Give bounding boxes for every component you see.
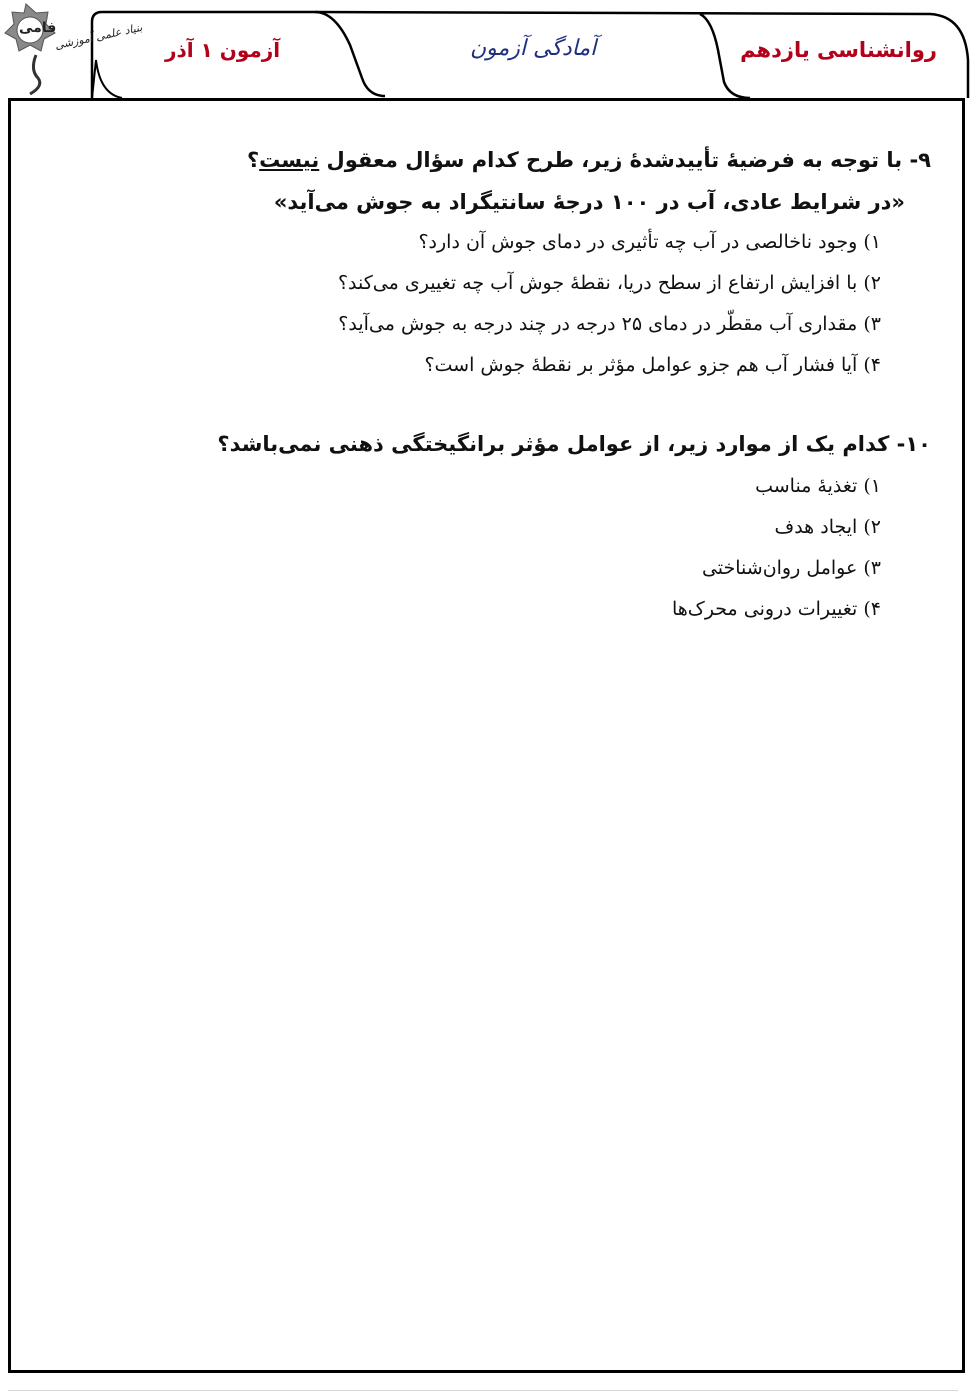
- logo-caption: بنیاد علمی آموزشی: [53, 20, 144, 53]
- question-10-option-2[interactable]: ۲) ایجاد هدف: [774, 516, 881, 538]
- center-title: آمادگی آزمون: [470, 36, 597, 61]
- question-9-qmark: ؟: [246, 148, 260, 172]
- question-9-number: ۹-: [909, 148, 931, 172]
- logo-mark: فامی: [19, 20, 57, 36]
- question-10-number: ۱۰-: [896, 432, 931, 456]
- question-9-option-3[interactable]: ۳) مقداری آب مقطّر در دمای ۲۵ درجه در چند درجه به جوش می‌آید؟: [338, 313, 881, 335]
- question-9: [247, 138, 931, 386]
- question-9-option-1[interactable]: ۱) وجود ناخالصی در آب چه تأثیری در دمای جوش آن دارد؟: [418, 231, 881, 253]
- question-9-option-2[interactable]: ۲) با افزایش ارتفاع از سطح دریا، نقطهٔ جوش آب چه تغییری می‌کند؟: [337, 272, 881, 294]
- page-header: [0, 0, 975, 100]
- subject-label: روانشناسی یازدهم: [740, 38, 937, 62]
- question-10-stem: [217, 422, 931, 466]
- question-10-option-4[interactable]: ۴) تغییرات درونی محرک‌ها: [672, 598, 881, 620]
- question-9-quote: «در شرایط عادی، آب در ۱۰۰ درجهٔ سانتیگراد به جوش می‌آید»: [273, 190, 905, 214]
- footer-rule: [8, 1390, 958, 1391]
- question-9-text: با توجه به فرضیهٔ تأییدشدهٔ زیر، طرح کدام سؤال معقول: [319, 148, 903, 172]
- question-9-stem: [247, 138, 931, 182]
- question-9-emphasis: نیست: [259, 148, 320, 172]
- question-10-option-3[interactable]: ۳) عوامل روان‌شناختی: [701, 557, 881, 579]
- question-10-text: کدام یک از موارد زیر، از عوامل مؤثر برانگیختگی ذهنی نمی‌باشد؟: [217, 432, 890, 456]
- exam-label: آزمون ۱ آذر: [165, 38, 281, 62]
- question-9-option-4[interactable]: ۴) آیا فشار آب هم جزو عوامل مؤثر بر نقطهٔ جوش است؟: [424, 354, 881, 376]
- institute-logo: [0, 0, 144, 98]
- question-10: [217, 422, 931, 630]
- question-10-option-1[interactable]: ۱) تغذیهٔ مناسب: [755, 475, 881, 497]
